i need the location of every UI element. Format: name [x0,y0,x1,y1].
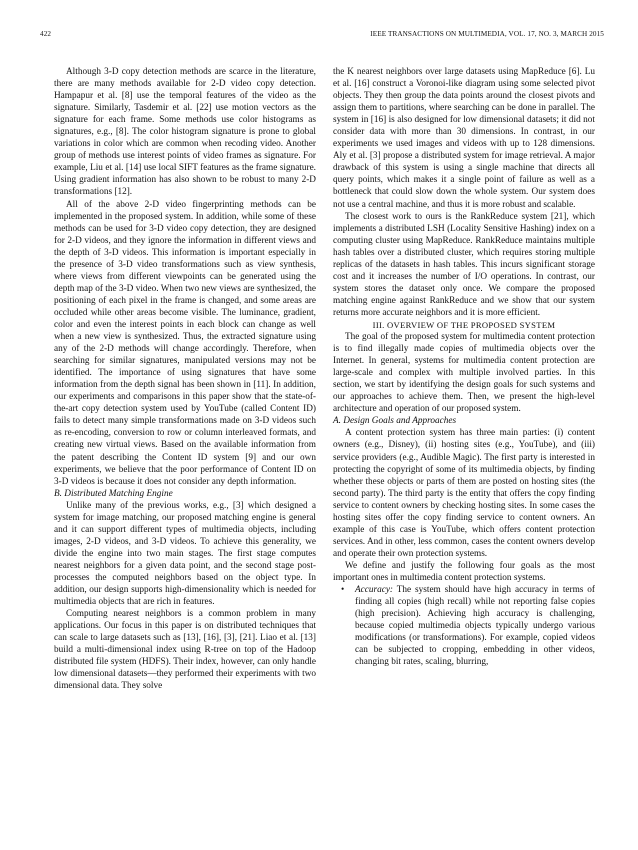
bullet-lead: Accuracy: [355,585,394,596]
bullet-text: The system should have high accuracy in terms of finding all copies (high recall) while not reporting false copies (high precision). Achieving high accuracy is challenging, because copied multimedia objects typically undergo various modifications (or transformations). For example, copied videos can be subjected to cropping, embedding in other videos, changing bit rates, scaling, blurring, [355,585,595,668]
paragraph: All of the above 2-D video fingerprinting methods can be implemented in the proposed system. In addition, while some of these methods can be used for 3-D video copy detection, they are designed for 2-D videos, and they ignore the information in different views and the depth of 3-D videos. This information is important especially in the presence of 3-D video transformations such as view synthesis, where views from different viewpoints can be generated using the depth map of the 3-D video. When two new views are synthesized, the positioning of each pixel in the frame is changed, and some areas are occluded while other areas become visible. The luminance, gradient, color and even the interest points in each block can change as well when a new view is synthesized. Thus, the extracted signature using any of the 2-D methods will change accordingly. Therefore, when searching for similar signatures, manipulated versions may not be identified. The importance of using signatures that have some information from the depth signal has been shown in [11]. In addition, our experiments and comparisons in this paper show that the state-of-the-art copy detection system used by YouTube (called Content ID) fails to detect many simple transformations made on 3-D videos such as re-encoding, conversion to row or column interleaved formats, and creating new virtual views. Based on the available information from the patent describing the Content ID system [9] and our own experiments, we believe that the poor performance of Content ID on 3-D videos is because it does not consider any depth information. [54,199,316,487]
paragraph: Unlike many of the previous works, e.g., [3] which designed a system for image matching, our proposed matching engine is general and it can support different types of multimedia objects, including images, 2-D videos, and 3-D videos. To achieve this generality, we divide the engine into two main stages. The first stage computes nearest neighbors for a given data point, and the second stage post-processes the computed neighbors based on the object type. In addition, our design supports high-dimensionality which is needed for multimedia objects that are rich in features. [54,500,316,608]
left-column [54,66,316,692]
journal-title: IEEE TRANSACTIONS ON MULTIMEDIA, VOL. 17, NO. 3, MARCH 2015 [370,30,604,38]
paragraph: A content protection system has three main parties: (i) content owners (e.g., Disney), (ii) hosting sites (e.g., YouTube), and (iii) service providers (e.g., Audible Magic). The first party is interested in protecting the copyright of some of its multimedia objects, by finding whether these objects or parts of them are posted on hosting sites (the second party). The third party is the entity that offers the copy finding service to content owners by checking hosting sites. In some cases the hosting sites offer the copy finding service to content owners. An example of this case is YouTube, which offers content protection services. And in other, less common, cases the content owners develop and operate their own protection systems. [333,428,595,559]
paragraph: The goal of the proposed system for multimedia content protection is to find illegally made copies of multimedia objects over the Internet. In general, systems for multimedia content protection are large-scale and complex with multiple involved parties. In this section, we start by identifying the design goals for such systems and our approaches to achieve them. Then, we present the high-level architecture and operation of our proposed system. [333,332,595,415]
running-header [40,30,604,42]
paragraph: the K nearest neighbors over large datasets using MapReduce [6]. Lu et al. [16] construct a Voronoi-like diagram using some selected pivot objects. They then group the data points around the closest pivots and assign them to partitions, where searching can be done in parallel. The system in [16] is also designed for low dimensional datasets; it did not consider data with more than 30 dimensions. In contrast, in our experiments we used images and videos with up to 128 dimensions. Aly et al. [3] propose a distributed system for image retrieval. A major drawback of this system is using a single machine that directs all query points, which makes it a single point of failure as well as a bottleneck that could slow down the whole system. Our system does not use a central machine, and thus it is more robust and scalable. [333,67,595,210]
page-number: 422 [40,30,52,38]
goal-list [333,584,595,668]
subsection-heading: B. Distributed Matching Engine [54,488,173,499]
paragraph: We define and justify the following four goals as the most important ones in multimedia content protection systems. [333,560,595,583]
section-heading: III. OVERVIEW OF THE PROPOSED SYSTEM [372,319,556,330]
bullet-marker: • [341,585,345,596]
paragraph: Computing nearest neighbors is a common problem in many applications. Our focus in this paper is on distributed techniques that can scale to large datasets such as [13], [16], [3], [21]. Liao et al. [13] build a multi-dimensional index using R-tree on top of the Hadoop distributed file system (HDFS). Their index, however, can only handle low dimensional datasets—they performed their experiments with two dimensional data. They solve [54,609,316,692]
subsection-heading: A. Design Goals and Approaches [333,416,457,427]
list-item [333,584,595,668]
paragraph: The closest work to ours is the RankReduce system [21], which implements a distributed LSH (Locality Sensitive Hashing) index on a computing cluster using MapReduce. RankReduce maintains multiple hash tables over a distributed cluster, which requires storing multiple replicas of the datasets in hash tables. This incurs significant storage cost and it increases the number of I/O operations. In contrast, our system stores the dataset only once. We compare the proposed matching engine against RankReduce and we show that our system returns more accurate neighbors and it is more efficient. [333,211,595,318]
right-column [333,66,595,668]
paragraph: Although 3-D copy detection methods are scarce in the literature, there are many methods available for 2-D video copy detection. Hampapur et al. [8] use the temporal features of the video as the signature. Similarly, Tasdemir et al. [22] use motion vectors as the signature for each frame. Some methods use color histograms as signatures, e.g., [8]. The color histogram signature is prone to global variations in color which are common when recoding video. Another group of methods use interest points of video frames as signature. For example, Liu et al. [14] use local SIFT features as the frame signature. Using gradient information has also shown to be robust to many 2-D transformations [12]. [54,67,316,198]
